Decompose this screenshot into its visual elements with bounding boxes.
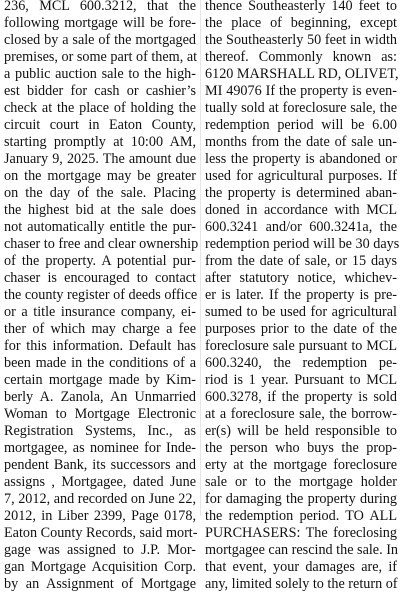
right-column-line: 600.3278, if the property is sold (205, 389, 397, 405)
left-column-line: on the day of the sale. Placing (4, 185, 196, 201)
right-column-line: at a foreclosure sale, the borrow- (205, 406, 397, 422)
left-column-line: following mortgage will be fore- (4, 15, 196, 31)
left-column-line: circuit court in Eaton County, (4, 117, 196, 133)
left-column-line: January 9, 2025. The amount due (4, 151, 196, 167)
left-column-line: gage was assigned to J.P. Mor- (4, 542, 196, 558)
right-column-line: 600.3240, the redemption pe- (205, 355, 397, 371)
right-column-line: the Southeasterly 50 feet in width (205, 32, 397, 48)
left-column-line: for this information. Default has (4, 338, 196, 354)
right-column-line: PURCHASERS: The foreclosing (205, 525, 397, 541)
left-column-line: assigns , Mortgagee, dated June (4, 474, 196, 490)
right-column-line: foreclosure sale pursuant to MCL (205, 338, 397, 354)
left-column-line: or a title insurance company, ei- (4, 304, 196, 320)
right-column-line: sumed to be used for agricultural (205, 304, 397, 320)
left-column-line: starting promptly at 10:00 AM, (4, 134, 196, 150)
left-column-line: 7, 2012, and recorded on June 22, (4, 491, 196, 507)
right-column-line: months from the date of sale un- (205, 134, 397, 150)
right-column-line: the place of beginning, except (205, 15, 397, 31)
left-column-line: berly A. Zanola, An Unmarried (4, 389, 196, 405)
right-column-line: less the property is abandoned or (205, 151, 397, 167)
right-column-line: sale or to the mortgage holder (205, 474, 397, 490)
right-column-line: for damaging the property during (205, 491, 397, 507)
right-column-line: from the date of sale, or 15 days (205, 253, 397, 269)
right-column-line: redemption period will be 30 days (205, 236, 400, 252)
column-divider (200, 0, 201, 516)
right-column-line: 6120 MARSHALL RD, OLIVET, (205, 66, 399, 82)
right-column-line: MI 49076 If the property is even- (205, 83, 397, 99)
left-column-line: check at the place of holding the (4, 100, 196, 116)
left-column-line: 2012, in Liber 2399, Page 0178, (4, 508, 196, 524)
left-column-line: est bidder for cash or cashier’s (4, 83, 196, 99)
left-column-line: Eaton County Records, said mort- (4, 525, 198, 541)
right-column-text (205, 0, 400, 593)
left-column-line: the county register of deeds office (4, 287, 198, 303)
right-column-line: tually sold at foreclosure sale, the (205, 100, 397, 116)
left-column-line: the highest bid at the sale does (4, 202, 196, 218)
right-column-line: the redemption period. TO ALL (205, 508, 397, 524)
right-column-line: er is later. If the property is pre- (205, 287, 397, 303)
right-column-line: redemption period will be 6.00 (205, 117, 397, 133)
left-column-line: chaser to free and clear ownership (4, 236, 199, 252)
right-column-line: after statutory notice, whichev- (205, 270, 397, 286)
left-column-line: Registration Systems, Inc., as (4, 423, 196, 439)
right-column-line: purposes prior to the date of the (205, 321, 397, 337)
left-column-line: 236, MCL 600.3212, that the (4, 0, 196, 14)
left-column-line: Woman to Mortgage Electronic (4, 406, 196, 422)
left-column-line: certain mortgage made by Kim- (4, 372, 196, 388)
left-column-line: pendent Bank, its successors and (4, 457, 196, 473)
right-column-line: mortgagee can rescind the sale. In (205, 542, 399, 558)
left-column-line: on the mortgage may be greater (4, 168, 196, 184)
left-column-line: a public auction sale to the high- (4, 66, 196, 82)
left-column-line: closed by a sale of the mortgaged (4, 32, 196, 48)
left-column-line: premises, or some part of them, at (4, 49, 198, 65)
right-column-line: that event, your damages are, if (205, 559, 397, 575)
left-column-line: mortgagee, as nominee for Inde- (4, 440, 196, 456)
right-column-line: any, limited solely to the return of (205, 576, 398, 592)
right-column-line: er(s) will be held responsible to (205, 423, 397, 439)
left-column-line: by an Assignment of Mortgage (4, 576, 196, 592)
left-column-line: gan Mortgage Acquisition Corp. (4, 559, 196, 575)
left-column-line: ther of which may charge a fee (4, 321, 196, 337)
left-column-line: chaser is encouraged to contact (4, 270, 196, 286)
right-column-line: riod is 1 year. Pursuant to MCL (205, 372, 397, 388)
right-column-line: 600.3241 and/or 600.3241a, the (205, 219, 397, 235)
right-column-line: the property is determined aban- (205, 185, 397, 201)
right-column-line: the person who buys the prop- (205, 440, 397, 456)
left-column-text (4, 0, 199, 593)
right-column-line: used for agricultural purposes. If (205, 168, 397, 184)
right-column-line: thence Southeasterly 140 feet to (205, 0, 397, 14)
right-column-line: doned in accordance with MCL (205, 202, 397, 218)
right-column-line: erty at the mortgage foreclosure (205, 457, 397, 473)
right-column-line: thereof. Commonly known as: (205, 49, 397, 65)
left-column-line: of the property. A potential pur- (4, 253, 196, 269)
left-column-line: been made in the conditions of a (4, 355, 196, 371)
left-column-line: not automatically entitle the pur- (4, 219, 196, 235)
